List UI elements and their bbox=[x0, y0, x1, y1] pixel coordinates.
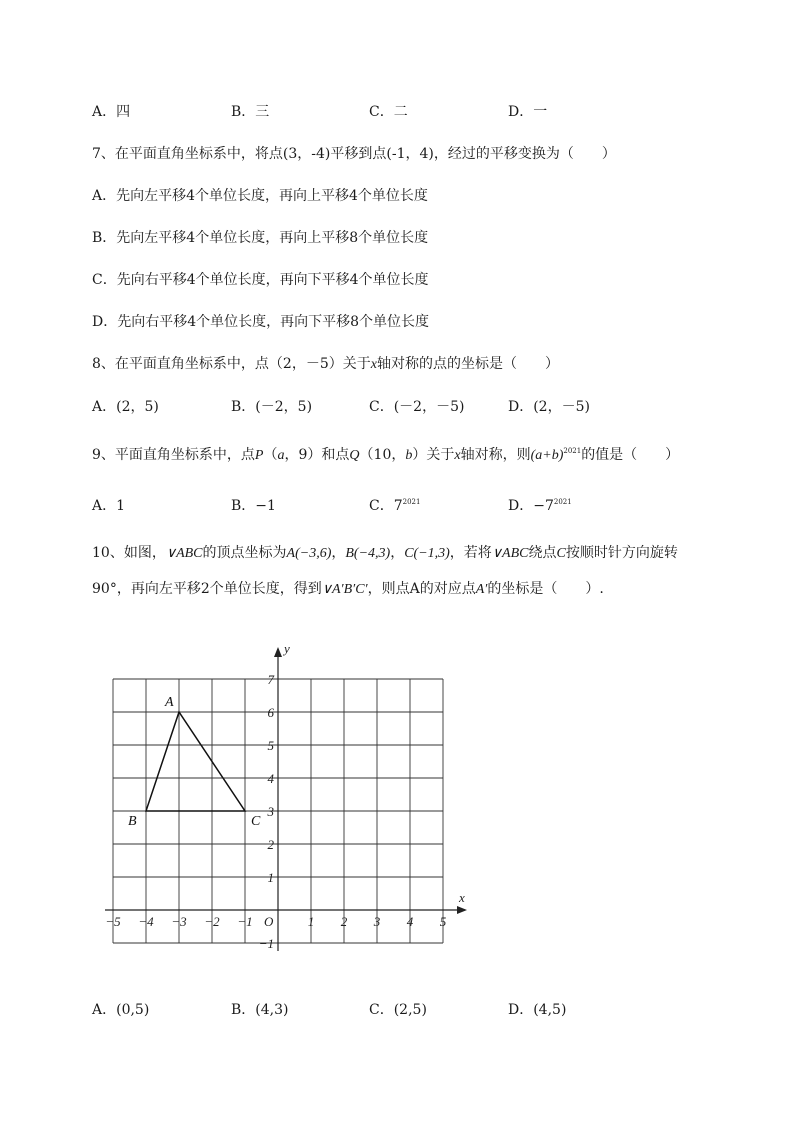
q7-option-d[interactable]: D．先向右平移4个单位长度，再向下平移8个单位长度 bbox=[92, 314, 430, 330]
x-tick-label: 2 bbox=[340, 914, 348, 929]
q10-stem-line2: 90°，再向左平移2个单位长度，得到∨A′B′C′，则点A的对应点A′的坐标是（ ）. bbox=[92, 581, 604, 597]
y-tick-label: 3 bbox=[267, 804, 274, 819]
q9-option-c[interactable]: C．$7^{2021}$ bbox=[369, 498, 421, 514]
x-axis-label: x bbox=[459, 890, 465, 905]
origin-label: O bbox=[264, 914, 274, 929]
q7-option-c[interactable]: C．先向右平移4个单位长度，再向下平移4个单位长度 bbox=[92, 272, 429, 288]
x-axis-arrow bbox=[457, 906, 467, 914]
y-tick-label: 5 bbox=[267, 738, 274, 753]
triangle-abc bbox=[128, 695, 261, 829]
q9-option-d[interactable]: D．$-7^{2021}$ bbox=[508, 498, 572, 514]
q8-option-b[interactable]: B．(－2，5) bbox=[231, 399, 313, 415]
q9-option-a[interactable]: A．1 bbox=[92, 498, 126, 514]
x-tick-label: −2 bbox=[204, 914, 220, 929]
q6-option-a[interactable]: A．四 bbox=[92, 104, 131, 120]
q7-option-a[interactable]: A．先向左平移4个单位长度，再向上平移4个单位长度 bbox=[92, 188, 428, 204]
q9-option-b[interactable]: B．−1 bbox=[231, 498, 276, 514]
x-tick-label: −5 bbox=[105, 914, 121, 929]
axes bbox=[105, 647, 467, 951]
tick-labels bbox=[105, 641, 465, 951]
q8-option-d[interactable]: D．(2，－5) bbox=[508, 399, 590, 415]
y-axis-label: y bbox=[284, 641, 290, 656]
q10-option-a[interactable]: A．(0,5) bbox=[92, 1002, 150, 1018]
triangle-edges bbox=[146, 712, 245, 811]
point-label-a: A bbox=[165, 695, 174, 710]
q10-option-d[interactable]: D．(4,5) bbox=[508, 1002, 567, 1018]
q6-option-c[interactable]: C．二 bbox=[369, 104, 408, 120]
q10-option-b[interactable]: B．(4,3) bbox=[231, 1002, 289, 1018]
y-tick-label: 2 bbox=[267, 837, 274, 852]
x-tick-label: 5 bbox=[439, 914, 447, 929]
y-tick-label: −1 bbox=[258, 936, 274, 951]
x-tick-label: 1 bbox=[307, 914, 315, 929]
y-tick-label: 6 bbox=[267, 705, 274, 720]
q8-option-c[interactable]: C．(－2，－5) bbox=[369, 399, 465, 415]
x-tick-label: −4 bbox=[138, 914, 154, 929]
y-tick-label: 4 bbox=[267, 771, 274, 786]
q10-option-c[interactable]: C．(2,5) bbox=[369, 1002, 427, 1018]
q10-stem-line1: 10、如图，∨ABC的顶点坐标为A(−3,6)，B(−4,3)，C(−1,3)，若将∨ABC绕点C按顺时针方向旋转 bbox=[92, 545, 678, 561]
point-label-c: C bbox=[251, 814, 261, 829]
x-tick-label: 4 bbox=[406, 914, 414, 929]
q9-stem: 9、平面直角坐标系中，点P（a，9）和点Q（10，b）关于x轴对称，则$(a+b)^{2021}$的值是（ ） bbox=[92, 447, 680, 463]
q6-option-b[interactable]: B．三 bbox=[231, 104, 270, 120]
q7-stem: 7、在平面直角坐标系中，将点(3，-4)平移到点(-1，4)，经过的平移变换为（ ） bbox=[92, 146, 616, 162]
x-tick-label: −3 bbox=[171, 914, 187, 929]
point-label-b: B bbox=[128, 814, 137, 829]
y-axis-arrow bbox=[274, 647, 282, 657]
q7-option-b[interactable]: B．先向左平移4个单位长度，再向上平移8个单位长度 bbox=[92, 230, 429, 246]
q6-option-d[interactable]: D．一 bbox=[508, 104, 548, 120]
x-tick-label: −1 bbox=[237, 914, 253, 929]
y-tick-label: 1 bbox=[267, 870, 274, 885]
q8-stem: 8、在平面直角坐标系中，点（2，－5）关于x轴对称的点的坐标是（ ） bbox=[92, 356, 559, 372]
x-tick-label: 3 bbox=[373, 914, 381, 929]
q8-option-a[interactable]: A．(2，5) bbox=[92, 399, 159, 415]
coordinate-graph bbox=[98, 632, 478, 962]
y-tick-label: 7 bbox=[267, 672, 274, 687]
